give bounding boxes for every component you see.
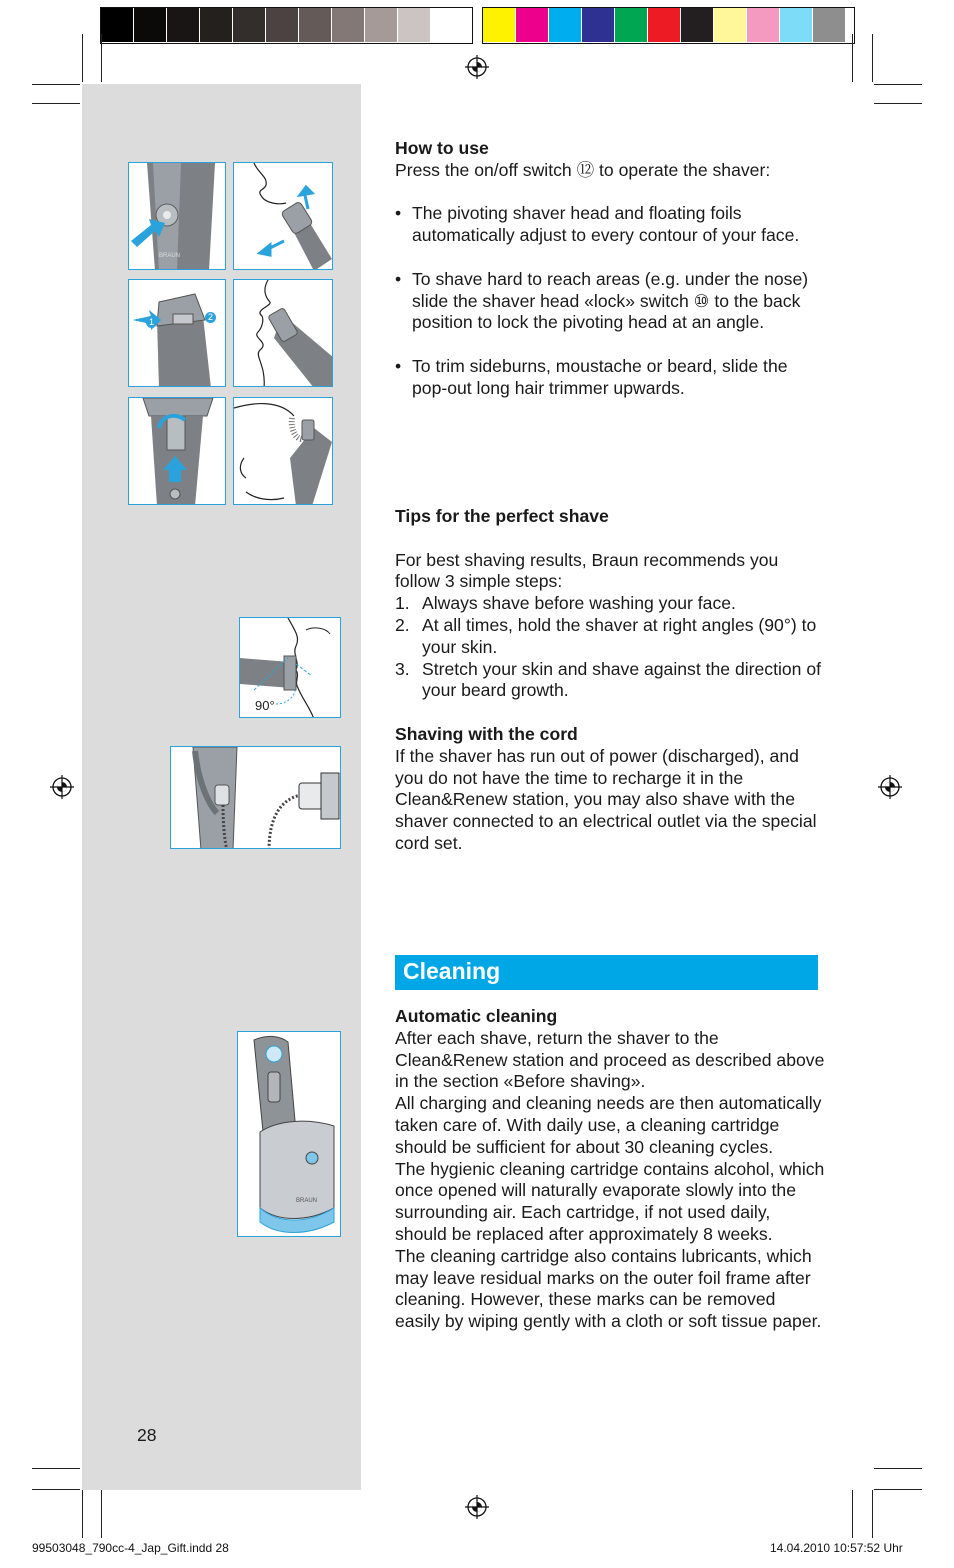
bullet-text: To shave hard to reach areas (e.g. under the nose) slide the shaver head «lock» switch ⑩ to the back position to lock the pivoting head at an angle.: [412, 268, 809, 333]
registration-mark-icon: [464, 1494, 490, 1520]
tip-step: [395, 593, 825, 615]
cleaning-paragraph: The cleaning cartridge also contains lubricants, which may leave residual marks on the outer foil frame after cleaning. However, these marks can be removed easily by wiping gently with a cloth or soft tissue paper.: [395, 1245, 822, 1332]
figure-cord: [170, 746, 341, 849]
step-number: 3.: [395, 658, 410, 679]
step-text: Stretch your skin and shave against the direction of your beard growth.: [422, 658, 822, 701]
figure-pivoting-head: [233, 162, 333, 270]
tips-heading: Tips for the perfect shave: [395, 506, 609, 526]
tip-step: [395, 615, 825, 659]
registration-mark-icon: [464, 54, 490, 80]
figure-under-nose: [233, 279, 333, 387]
step-number: 1.: [395, 593, 410, 614]
color-bar-frame: [100, 7, 473, 44]
figure-trimmer-up: [128, 397, 226, 505]
bullet-text: To trim sideburns, moustache or beard, slide the pop-out long hair trimmer upwards.: [412, 355, 788, 398]
figure-sideburns: [233, 397, 333, 505]
cleaning-paragraph: The hygienic cleaning cartridge contains alcohol, which once opened will naturally evaporate slowly into the surrounding air. Each cartridge, if not used daily, should be replaced after approximately 8 weeks.: [395, 1158, 825, 1244]
bullet-item: [395, 356, 825, 400]
figure-shaver-on-off: [128, 162, 226, 270]
bullet-item: [395, 269, 825, 334]
svg-text:BRAUN: BRAUN: [159, 253, 181, 259]
step-text: At all times, hold the shaver at right angles (90°) to your skin.: [422, 614, 817, 657]
registration-mark-icon: [49, 774, 75, 800]
step-number: 2.: [395, 614, 410, 635]
svg-text:BRAUN: BRAUN: [296, 1198, 318, 1204]
registration-mark-icon: [877, 774, 903, 800]
cleaning-paragraph: After each shave, return the shaver to the Clean&Renew station and proceed as described above in the section «Before shaving».: [395, 1027, 825, 1092]
step-text: Always shave before washing your face.: [422, 593, 736, 614]
cord-heading: Shaving with the cord: [395, 723, 578, 744]
bullet-item: [395, 203, 825, 247]
how-to-use-section: [395, 138, 825, 400]
automatic-cleaning-heading: Automatic cleaning: [395, 1006, 558, 1026]
how-to-use-heading: How to use: [395, 138, 489, 158]
cleaning-section-bar: [395, 955, 818, 990]
cleaning-paragraph: All charging and cleaning needs are then automatically taken care of. With daily use, a cleaning cartridge should be sufficient for about 30 cleaning cycles.: [395, 1093, 822, 1157]
cleaning-title: Cleaning: [403, 958, 501, 984]
footer-file-info: 99503048_790cc-4_Jap_Gift.indd 28: [32, 1541, 229, 1555]
arrow-label-1: 1: [146, 317, 157, 328]
figure-lock-switch: [128, 279, 226, 387]
color-bar-frame: [482, 7, 855, 44]
tips-section: [395, 506, 825, 855]
bullet-text: The pivoting shaver head and floating foils automatically adjust to every contour of your face.: [412, 203, 800, 246]
page-number: 28: [137, 1425, 157, 1445]
tips-intro: For best shaving results, Braun recommends you follow 3 simple steps:: [395, 549, 779, 592]
bullet-icon: •: [395, 268, 402, 289]
arrow-label-2: 2: [205, 312, 216, 323]
figure-right-angle: [239, 617, 341, 718]
tip-step: [395, 659, 825, 703]
angle-label: 90°: [255, 698, 275, 713]
bullet-icon: •: [395, 203, 402, 224]
figure-clean-renew-station: [237, 1031, 341, 1237]
how-to-use-intro: Press the on/off switch ⑫ to operate the shaver:: [395, 159, 771, 180]
bullet-icon: •: [395, 355, 402, 376]
automatic-cleaning-section: [395, 1006, 825, 1333]
footer-timestamp: 14.04.2010 10:57:52 Uhr: [770, 1541, 903, 1555]
cord-text: If the shaver has run out of power (discharged), and you do not have the time to recharge it in the Clean&Renew station, you may also shave with the shaver connected to an electrical outlet via the special cord set.: [395, 745, 817, 853]
